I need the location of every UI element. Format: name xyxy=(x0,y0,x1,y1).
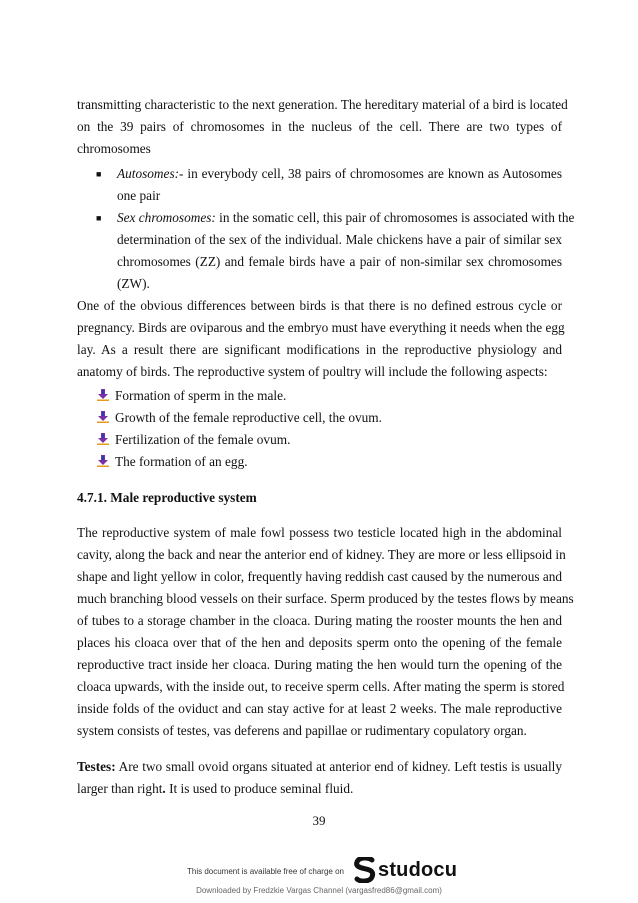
studocu-wordmark: studocu xyxy=(378,858,458,881)
page-number: 39 xyxy=(312,813,326,828)
studocu-logo-icon xyxy=(354,857,376,883)
term-testes: Testes: xyxy=(77,759,116,774)
aspect-text: Formation of sperm in the male. xyxy=(115,388,287,403)
footer-downloaded-text: Downloaded by Fredzkie Vargas Channel (vargasfred86@gmail.com) xyxy=(196,886,442,895)
term-sex-chromosomes: Sex chromosomes: xyxy=(117,210,216,225)
text-line: much branching blood vessels on their surface. Sperm produced by the testes flows by means xyxy=(77,591,574,606)
down-arrow-icon xyxy=(97,389,109,401)
text-line: chromosomes (ZZ) and female birds have a pair of non-similar sex chromosomes xyxy=(117,254,562,269)
text-line: shape and light yellow in color, frequently having reddish cast caused by the numerous and xyxy=(77,569,563,584)
sex-chromosomes-text: in the somatic cell, this pair of chromosomes is associated with the xyxy=(215,210,575,225)
text-line: places his cloaca over that of the hen and deposits sperm onto the opening of the female xyxy=(77,635,562,650)
text-line: anatomy of birds. The reproductive system of poultry will include the following aspects: xyxy=(77,364,548,379)
down-arrow-icon xyxy=(97,455,109,467)
intro-paragraph xyxy=(77,94,568,160)
term-autosomes: Autosomes: xyxy=(117,166,180,181)
bold-period: . xyxy=(162,781,166,796)
down-arrow-icon xyxy=(97,411,109,423)
square-bullet-icon: ■ xyxy=(96,169,102,179)
list-item-sex-chromosomes xyxy=(117,207,575,295)
section-heading: 4.7.1. Male reproductive system xyxy=(77,490,257,505)
text-line: The reproductive system of male fowl possess two testicle located high in the abdominal xyxy=(77,525,562,540)
studocu-logo[interactable] xyxy=(354,855,457,885)
aspect-text: Fertilization of the female ovum. xyxy=(115,432,291,447)
text-line: cloaca upwards, with the inside out, to receive sperm cells. After mating the sperm is stored xyxy=(77,679,565,694)
list-item xyxy=(97,407,382,429)
text-line: one pair xyxy=(117,188,161,203)
down-arrow-icon xyxy=(97,433,109,445)
text-line: pregnancy. Birds are oviparous and the embryo must have everything it needs when the egg xyxy=(77,320,565,335)
text-line: One of the obvious differences between birds is that there is no defined estrous cycle or xyxy=(77,298,562,313)
text-line: lay. As a result there are significant modifications in the reproductive physiology and xyxy=(77,342,562,357)
text-line: cavity, along the back and near the anterior end of kidney. They are more or less ellipsoid in xyxy=(77,547,566,562)
testes-text: Are two small ovoid organs situated at anterior end of kidney. Left testis is usually xyxy=(115,759,562,774)
text-line: on the 39 pairs of chromosomes in the nucleus of the cell. There are two types of xyxy=(77,119,562,134)
text-line: of tubes to a storage chamber in the cloaca. During mating the rooster mounts the hen and xyxy=(77,613,562,628)
male-reproductive-paragraph xyxy=(77,522,574,742)
text-line: determination of the sex of the individual. Male chickens have a pair of similar sex xyxy=(117,232,562,247)
square-bullet-icon: ■ xyxy=(96,213,102,223)
text-line: inside folds of the oviduct and can stay active for at least 2 weeks. The male reproductive xyxy=(77,701,562,716)
aspect-text: Growth of the female reproductive cell, the ovum. xyxy=(115,410,382,425)
autosomes-text: - in everybody cell, 38 pairs of chromosomes are known as Autosomes xyxy=(179,166,562,181)
testes-paragraph xyxy=(77,756,562,800)
aspect-text: The formation of an egg. xyxy=(115,454,248,469)
testes-text: It is used to produce seminal fluid. xyxy=(165,781,354,796)
testes-text: larger than right xyxy=(77,781,163,796)
text-line: system consists of testes, vas deferens and papillae or rudimentary copulatory organ. xyxy=(77,723,527,738)
list-item-autosomes xyxy=(117,163,562,207)
text-line: transmitting characteristic to the next generation. The hereditary material of a bird is located xyxy=(77,97,568,112)
text-line: reproductive tract inside her cloaca. During mating the hen would turn the opening of the xyxy=(77,657,562,672)
text-line: (ZW). xyxy=(117,276,150,291)
list-item xyxy=(97,429,290,451)
text-line: chromosomes xyxy=(77,141,151,156)
footer-availability-text: This document is available free of charge on xyxy=(187,867,344,876)
list-item xyxy=(97,385,286,407)
birds-paragraph xyxy=(77,295,565,383)
list-item xyxy=(97,451,248,473)
